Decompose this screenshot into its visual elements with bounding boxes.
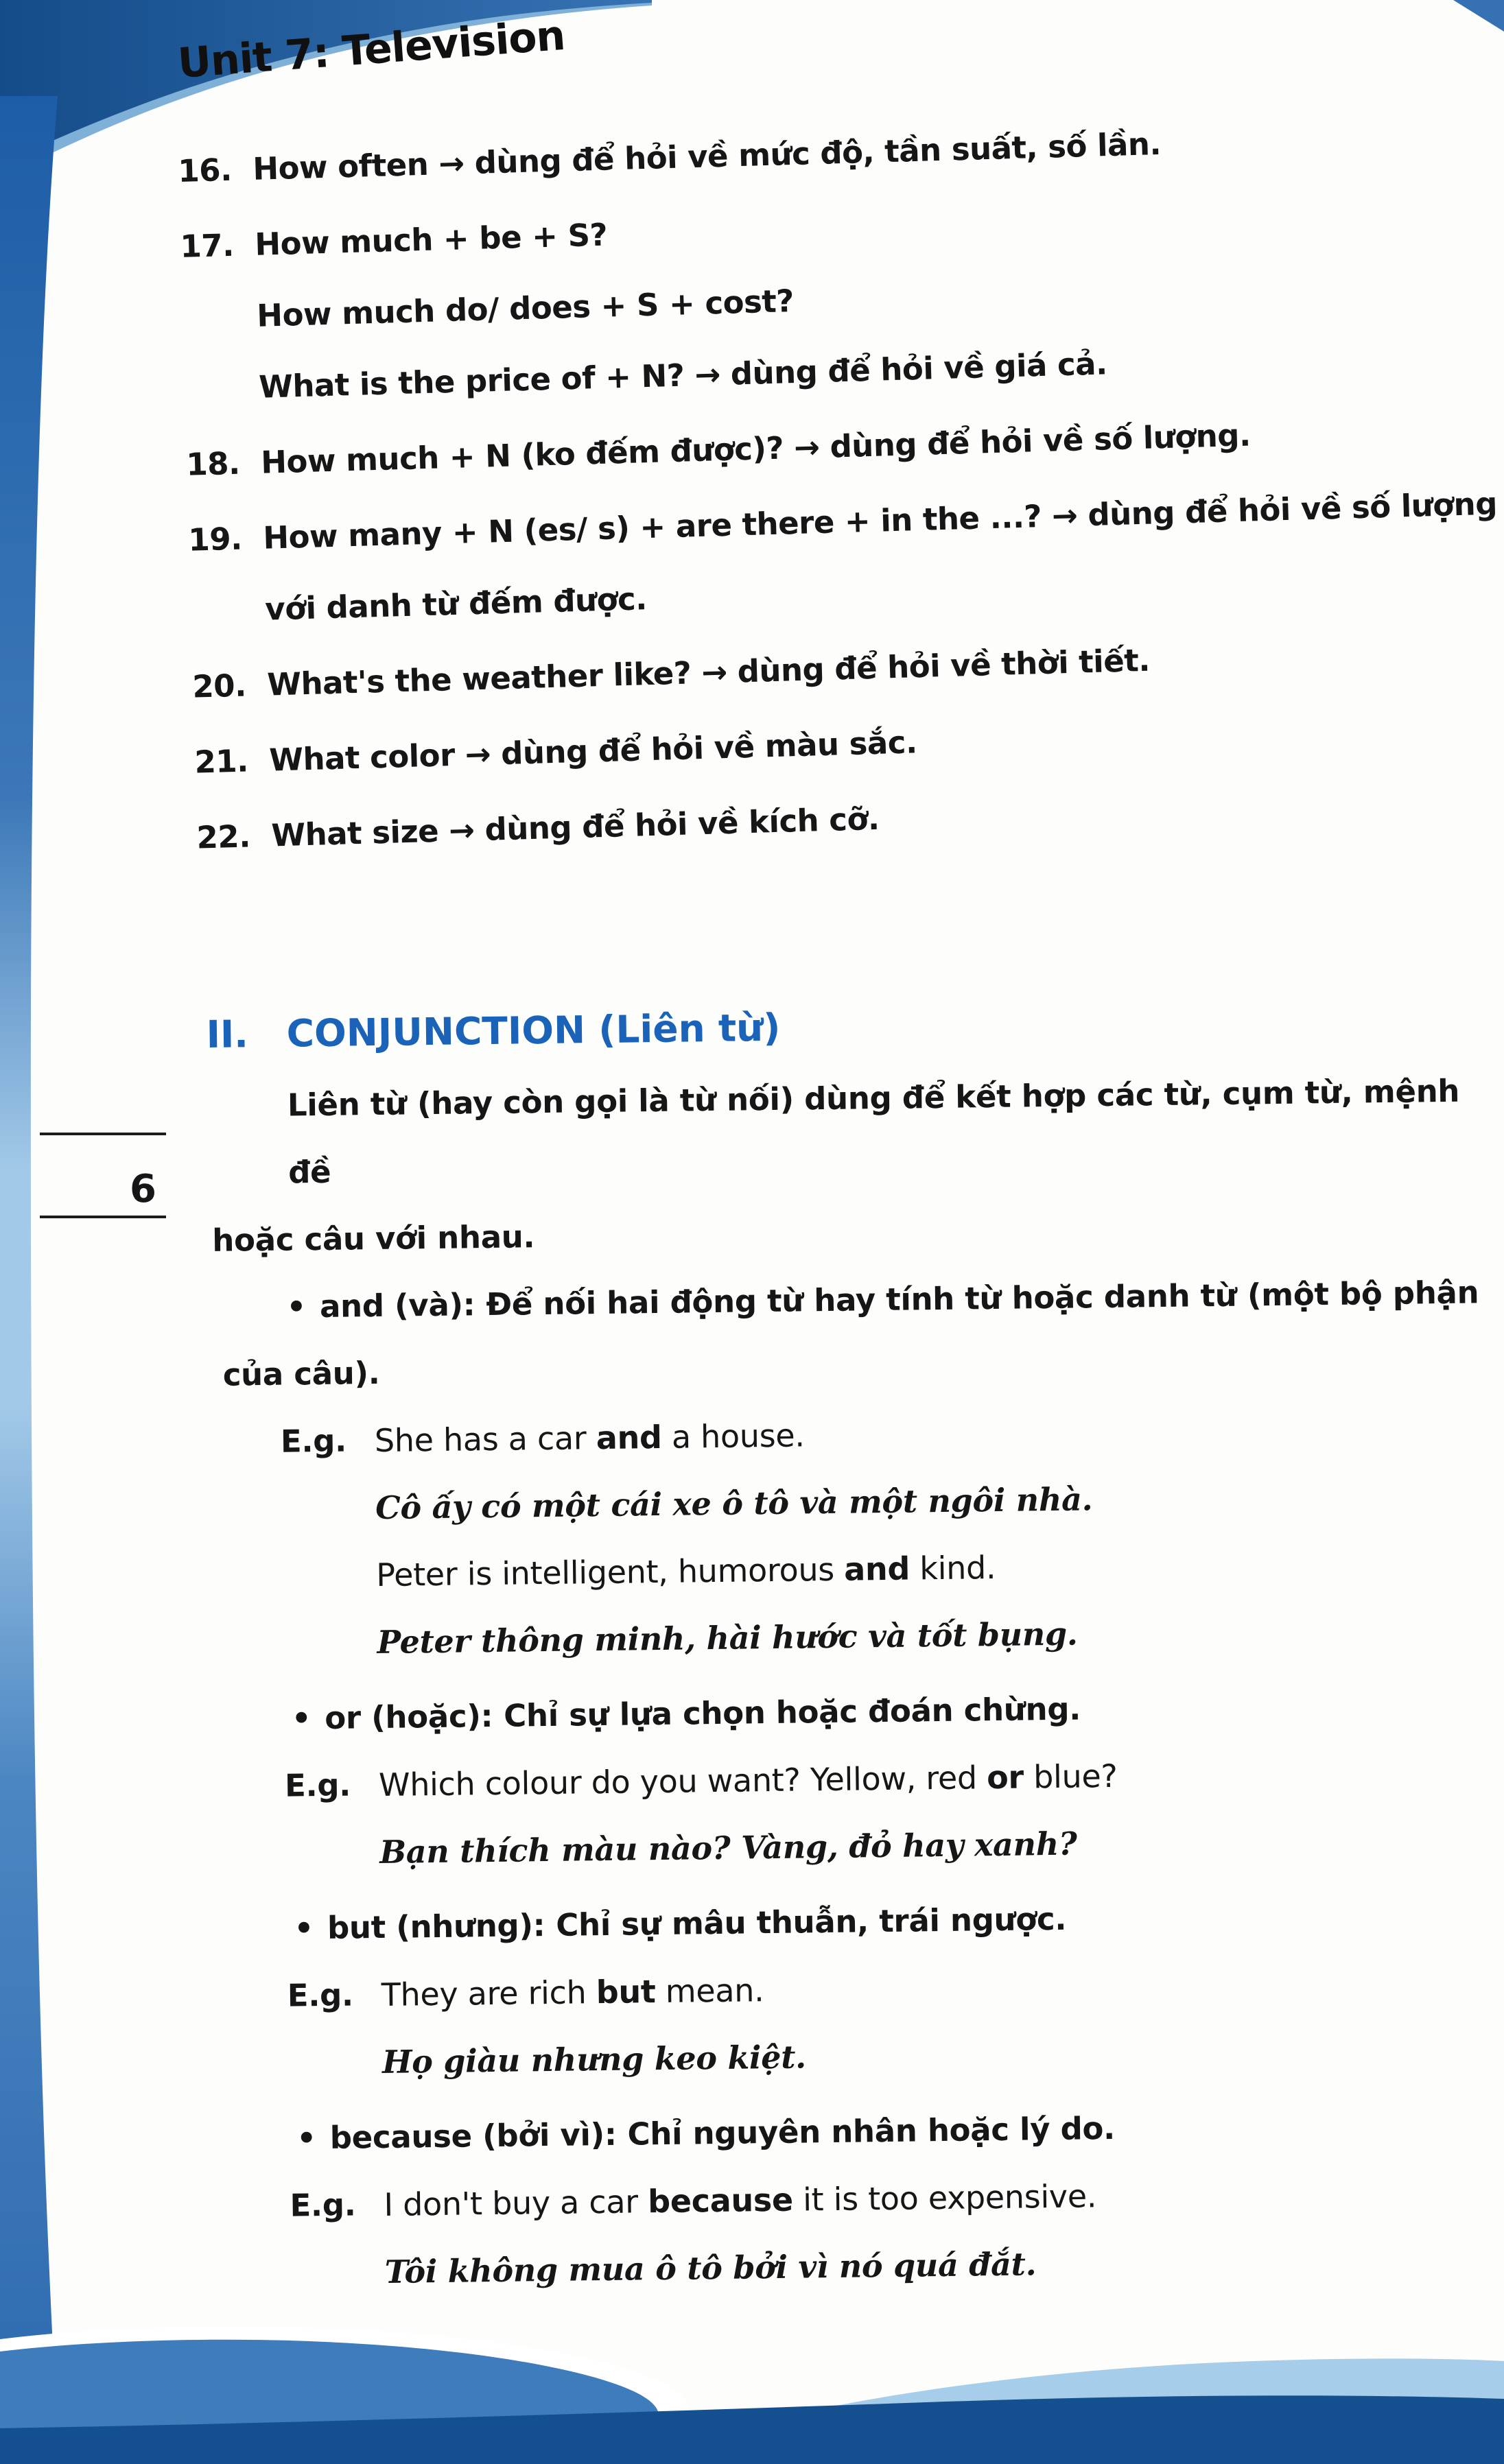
- top-right-wedge-decoration: [1446, 0, 1504, 34]
- section-number: II.: [206, 1012, 248, 1056]
- example-text-segment: a house.: [661, 1417, 805, 1456]
- eg-label: E.g.: [284, 1766, 351, 1804]
- conjunction-description: Chỉ sự lựa chọn hoặc đoán chừng.: [503, 1690, 1081, 1734]
- eg-label: E.g.: [290, 2186, 356, 2224]
- example-english: [381, 1956, 764, 2028]
- example-text-segment: kind.: [909, 1548, 996, 1587]
- eg-label: E.g.: [280, 1422, 347, 1460]
- section-title: CONJUNCTION (Liên từ): [286, 1005, 781, 1056]
- conjunction-section: [0, 980, 1504, 2310]
- intro-line: Liên từ (hay còn gọi là từ nối) dùng để kết hợp các từ, cụm từ, mệnh đề: [287, 1072, 1460, 1191]
- item-line: What is the price of + N? → dùng để hỏi về giá cả.: [258, 345, 1108, 405]
- item-number: 17.: [179, 226, 235, 265]
- example-english: [374, 1401, 805, 1474]
- example-text-segment: She has a car: [374, 1419, 597, 1460]
- item-text: [254, 174, 1504, 423]
- item-number: 20.: [191, 667, 247, 705]
- conjunction-lead: because (bởi vì):: [329, 2116, 617, 2156]
- item-line: How much + be + S?: [254, 216, 608, 263]
- example-text-segment: blue?: [1023, 1757, 1118, 1796]
- conjunction-description-continued: của câu).: [222, 1354, 380, 1393]
- item-line: How much + N (ko đếm được)? → dùng để hỏi về số lượng.: [260, 416, 1252, 481]
- example-english: [384, 2162, 1097, 2238]
- bullet-icon: •: [291, 1700, 312, 1737]
- example-text-segment: Which colour do you want? Yellow, red: [378, 1759, 987, 1804]
- item-line: What color → dùng để hỏi về màu sắc.: [268, 724, 918, 779]
- example-text-segment: Peter is intelligent, humorous: [376, 1550, 845, 1594]
- conjunction-word: or: [986, 1758, 1024, 1797]
- list-item: [2, 174, 1504, 430]
- conjunction-description: Chỉ sự mâu thuẫn, trái ngược.: [556, 1900, 1067, 1943]
- conjunction-description: Chỉ nguyên nhân hoặc lý do.: [627, 2109, 1116, 2153]
- item-number: 21.: [193, 742, 249, 781]
- example-text-segment: it is too expensive.: [792, 2177, 1097, 2218]
- conjunction-lead: but (nhưng):: [327, 1907, 545, 1946]
- unit-title: Unit 7: Television: [176, 11, 567, 88]
- item-line: What's the weather like? → dùng để hỏi về thời tiết.: [266, 641, 1151, 703]
- conjunction-word: and: [596, 1418, 662, 1457]
- example-vietnamese: Họ giàu nhưng keo kiệt.: [381, 2038, 807, 2081]
- example-vietnamese: Cô ấy có một cái xe ô tô và một ngôi nhà.: [375, 1480, 1093, 1527]
- item-number: 18.: [185, 445, 241, 483]
- conjunction-word: because: [647, 2181, 794, 2220]
- conjunction-lead: or (hoặc):: [325, 1697, 493, 1736]
- bottom-wave-decoration: [0, 2291, 1504, 2464]
- question-type-list: [0, 99, 1504, 883]
- intro-line: hoặc câu với nhau.: [212, 1218, 535, 1259]
- bullet-icon: •: [286, 1288, 307, 1325]
- conjunction-lead: and (và):: [319, 1286, 475, 1325]
- example-vietnamese: Peter thông minh, hài hước và tốt bụng.: [377, 1615, 1078, 1661]
- item-line: How many + N (es/ s) + are there + in the ...? → dùng để hỏi về số lượng: [262, 485, 1498, 556]
- example-text-segment: They are rich: [381, 1974, 597, 2013]
- conjunction-word: and: [843, 1550, 910, 1588]
- conjunction-word: but: [596, 1973, 656, 2011]
- example-vietnamese: Bạn thích màu nào? Vàng, đỏ hay xanh?: [379, 1825, 1077, 1871]
- item-text: [262, 468, 1504, 645]
- item-line: How often → dùng để hỏi về mức độ, tần suất, số lần.: [252, 125, 1162, 187]
- item-line: How much do/ does + S + cost?: [256, 283, 795, 334]
- item-line: với danh từ đếm được.: [264, 580, 648, 628]
- example-text-segment: mean.: [655, 1971, 764, 2011]
- example-text-segment: I don't buy a car: [384, 2183, 648, 2223]
- item-number: 16.: [177, 151, 233, 189]
- bullet-icon: •: [294, 1910, 314, 1947]
- item-number: 19.: [187, 520, 243, 558]
- example-vietnamese: Tôi không mua ô tô bởi vì nó quá đắt.: [384, 2245, 1037, 2290]
- page-number: 6: [130, 1167, 156, 1211]
- eg-label: E.g.: [287, 1976, 354, 2014]
- conjunction-description: Để nối hai động từ hay tính từ hoặc danh từ (một bộ phận: [486, 1274, 1479, 1323]
- item-line: What size → dùng để hỏi về kích cỡ.: [270, 800, 880, 854]
- item-number: 22.: [196, 818, 251, 856]
- example-english: [378, 1742, 1118, 1819]
- bullet-icon: •: [296, 2120, 317, 2157]
